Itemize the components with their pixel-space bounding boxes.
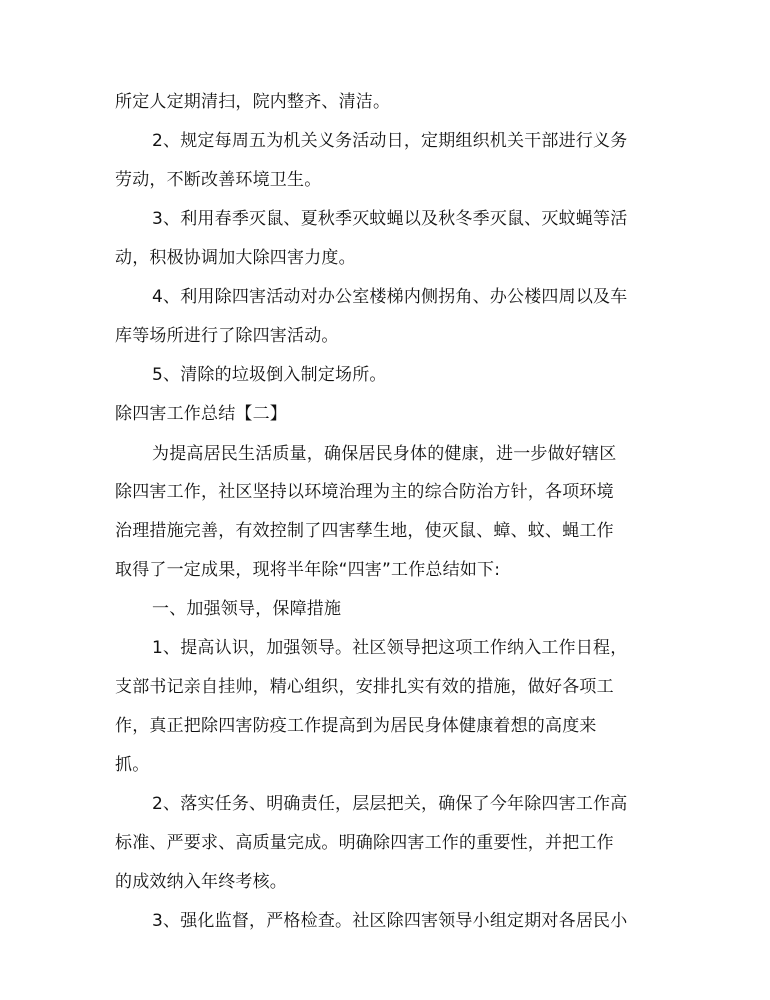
text-line: 2、规定每周五为机关义务活动日，定期组织机关干部进行义务 [152, 131, 628, 151]
text-line: 4、利用除四害活动对办公室楼梯内侧拐角、办公楼四周以及车 [152, 287, 628, 307]
text-line: 动，积极协调加大除四害力度。 [115, 248, 356, 268]
text-line: 5、清除的垃圾倒入制定场所。 [152, 365, 387, 385]
text-line: 3、利用春季灭鼠、夏秋季灭蚊蝇以及秋冬季灭鼠、灭蚊蝇等活 [152, 209, 628, 229]
text-line: 取得了一定成果，现将半年除“四害”工作总结如下: [115, 560, 501, 580]
text-line: 1、提高认识，加强领导。社区领导把这项工作纳入工作日程， [152, 638, 628, 658]
text-line: 劳动，不断改善环境卫生。 [115, 170, 322, 190]
text-line: 标准、严要求、高质量完成。明确除四害工作的重要性，并把工作 [115, 833, 614, 853]
text-line: 的成效纳入年终考核。 [115, 872, 287, 892]
text-line: 抓。 [115, 755, 150, 775]
text-line: 支部书记亲自挂帅，精心组织，安排扎实有效的措施，做好各项工 [115, 677, 614, 697]
text-line: 作，真正把除四害防疫工作提高到为居民身体健康着想的高度来 [115, 716, 597, 736]
text-line: 3、强化监督，严格检查。社区除四害领导小组定期对各居民小 [152, 911, 628, 931]
subsection-heading: 一、加强领导，保障措施 [152, 599, 342, 619]
text-line: 2、落实任务、明确责任，层层把关，确保了今年除四害工作高 [152, 794, 628, 814]
text-line: 库等场所进行了除四害活动。 [115, 326, 339, 346]
text-line: 治理措施完善，有效控制了四害孳生地，使灭鼠、蟑、蚊、蝇工作 [115, 521, 614, 541]
section-heading: 除四害工作总结【二】 [115, 404, 287, 424]
text-line: 除四害工作，社区坚持以环境治理为主的综合防治方针，各项环境 [115, 482, 614, 502]
text-line: 为提高居民生活质量，确保居民身体的健康，进一步做好辖区 [152, 444, 617, 464]
text-line: 所定人定期清扫，院内整齐、清洁。 [115, 92, 391, 112]
